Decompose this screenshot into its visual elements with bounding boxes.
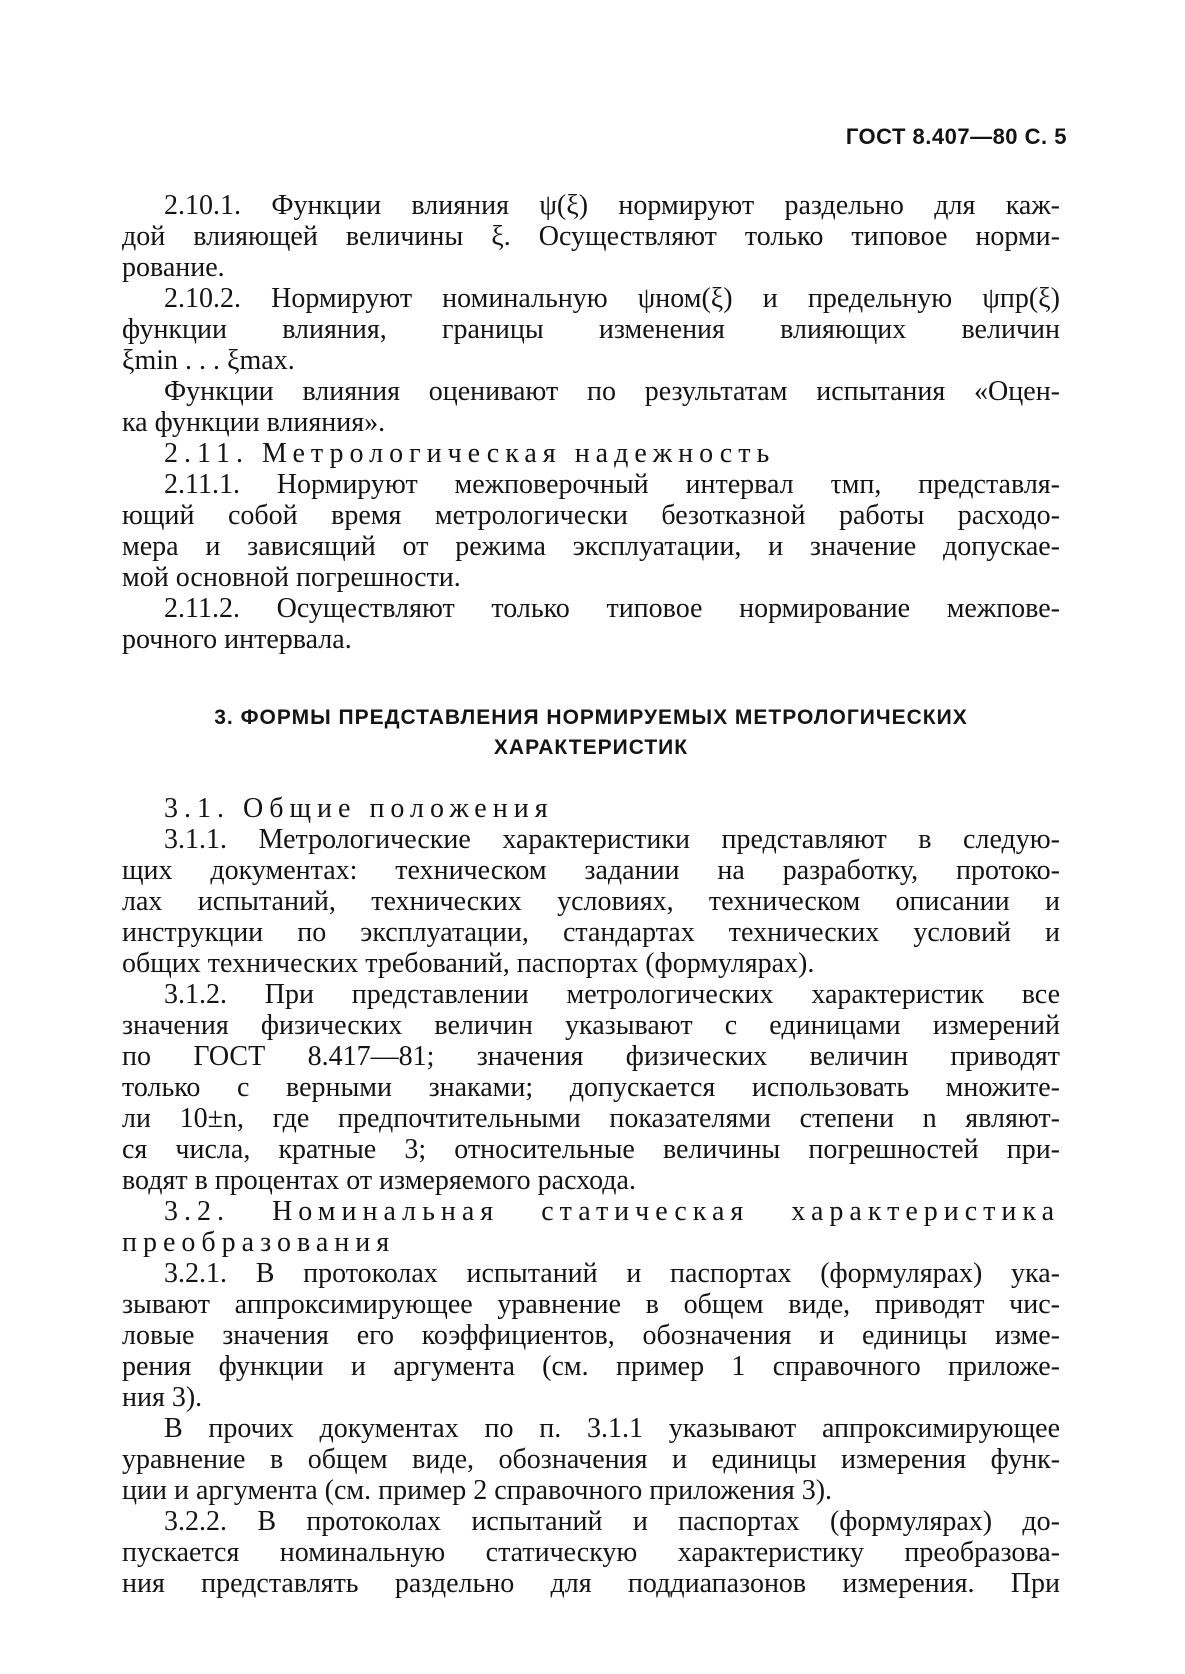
section-title: ХАРАКТЕРИСТИК (493, 736, 689, 759)
text-line: ка функции влияния». (122, 407, 386, 438)
text-line: дой влияющей величины ξ. Осуществляют только типовое норми- (122, 221, 1060, 252)
text-line: значения физических величин указывают с единицами измерений (122, 1010, 1060, 1041)
text-line: пускается номинальную статическую характеристику преобразова- (122, 1537, 1060, 1568)
text-line: рения функции и аргумента (см. пример 1 справочного приложе- (122, 1351, 1060, 1382)
subsection-heading: 3.1. Общие положения (164, 793, 554, 824)
text-line: ся числа, кратные 3; относительные величины погрешностей при- (122, 1134, 1060, 1165)
text-line: ния представлять раздельно для поддиапазонов измерения. При (122, 1568, 1060, 1599)
text-line: ющий собой время метрологически безотказной работы расходо- (122, 500, 1060, 531)
text-line: лах испытаний, технических условиях, техническом описании и (122, 886, 1060, 917)
text-line: водят в процентах от измеряемого расхода. (122, 1165, 636, 1196)
text-line: только с верными знаками; допускается использовать множите- (122, 1072, 1060, 1103)
text-line: 2.11.2. Осуществляют только типовое нормирование межпове- (164, 593, 1060, 624)
text-line: рование. (122, 252, 225, 283)
text-line: ции и аргумента (см. пример 2 справочного приложения 3). (122, 1475, 833, 1506)
document-body (122, 190, 1060, 1599)
text-line: уравнение в общем виде, обозначения и единицы измерения функ- (122, 1444, 1060, 1475)
text-line: Функции влияния оценивают по результатам испытания «Оцен- (164, 376, 1060, 407)
section-title: 3. ФОРМЫ ПРЕДСТАВЛЕНИЯ НОРМИРУЕМЫХ МЕТРОЛОГИЧЕСКИХ (214, 706, 968, 729)
text-line: 2.10.1. Функции влияния ψ(ξ) нормируют раздельно для каж- (164, 190, 1060, 221)
text-line: 3.2.1. В протоколах испытаний и паспортах (формулярах) ука- (164, 1258, 1060, 1289)
text-line: по ГОСТ 8.417—81; значения физических величин приводят (122, 1041, 1060, 1072)
subsection-heading: преобразования (122, 1227, 396, 1258)
text-line: ния 3). (122, 1382, 203, 1413)
text-line: зывают аппроксимирующее уравнение в общем виде, приводят чис- (122, 1289, 1060, 1320)
text-line: ли 10±n, где предпочтительными показателями степени n являют- (122, 1103, 1060, 1134)
text-line: 3.1.1. Метрологические характеристики представляют в следую- (164, 824, 1060, 855)
page-header: ГОСТ 8.407—80 С. 5 (845, 124, 1067, 149)
text-line: 2.11.1. Нормируют межповерочный интервал τмп, представля- (164, 469, 1060, 500)
text-line: 3.1.2. При представлении метрологических характеристик все (164, 979, 1060, 1010)
text-line: 2.10.2. Нормируют номинальную ψном(ξ) и предельную ψпр(ξ) (164, 283, 1060, 314)
text-line: 3.2.2. В протоколах испытаний и паспортах (формулярах) до- (164, 1506, 1060, 1537)
text-line: инструкции по эксплуатации, стандартах технических условий и (122, 917, 1060, 948)
spacer (122, 655, 1060, 703)
text-line: мой основной погрешности. (122, 562, 461, 593)
text-line: ловые значения его коэффициентов, обозначения и единицы изме- (122, 1320, 1060, 1351)
spacer (122, 763, 1060, 793)
text-line: В прочих документах по п. 3.1.1 указывают аппроксимирующее (164, 1413, 1060, 1444)
subsection-heading: 3.2. Номинальная статическая характеристика (164, 1196, 1060, 1227)
text-line: общих технических требований, паспортах (формулярах). (122, 948, 815, 979)
subsection-heading: 2.11. Метрологическая надежность (164, 438, 776, 469)
text-line: ξmin . . . ξmax. (122, 345, 295, 376)
text-line: функции влияния, границы изменения влияющих величин (122, 314, 1060, 345)
text-line: рочного интервала. (122, 624, 352, 655)
text-line: мера и зависящий от режима эксплуатации, и значение допускае- (122, 531, 1060, 562)
text-line: щих документах: техническом задании на разработку, протоко- (122, 855, 1060, 886)
